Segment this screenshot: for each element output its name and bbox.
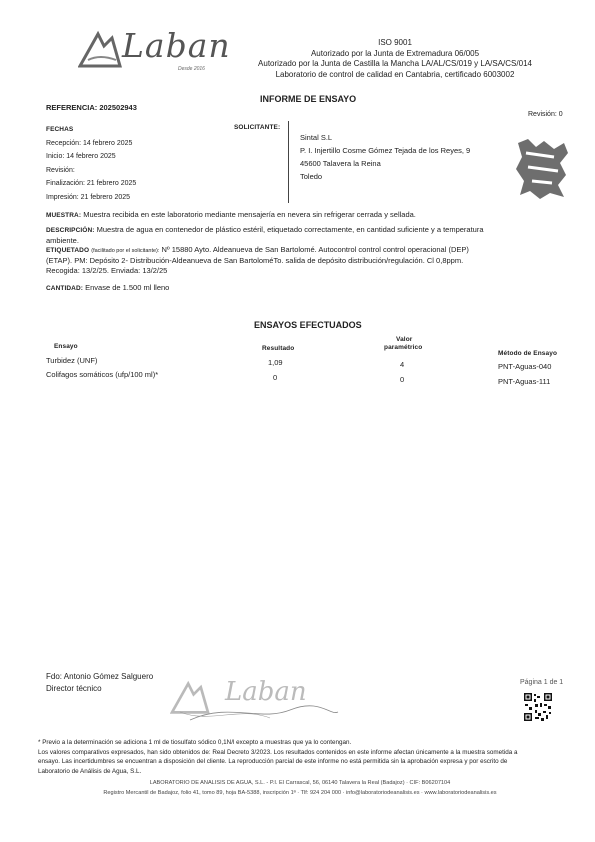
signature-scribble-icon [170,672,340,732]
dates-label: FECHAS [46,126,74,133]
quantity-label: CANTIDAD: [46,285,84,292]
sample-line [46,210,566,219]
description-text-1: Muestra de agua en contenedor de plástico estéril, etiquetado correctamente, en cantidad suficiente y a temperatura [96,225,484,234]
header-test: Ensayo [54,343,78,350]
label-text-1: Nº 15880 Ayto. Aldeanueva de San Bartolomé. Autocontrol control control operacional (DEP) [161,245,469,254]
logo [78,24,231,76]
description-label: DESCRIPCIÓN: [46,227,95,234]
test-result: 0 [273,373,278,382]
table-row [46,370,576,386]
test-method: PNT-Aguas-111 [498,377,551,386]
label-block [46,245,576,276]
footnotes [38,738,578,776]
description-block [46,225,571,245]
accreditation-line: Laboratorio de control de calidad en Cantabria, certificado 6003002 [275,69,515,79]
date-start: Inicio: 14 febrero 2025 [46,153,116,160]
revision-label: Revisión: 0 [528,111,563,118]
page-number: Página 1 de 1 [520,679,564,686]
test-parametric: 0 [400,375,405,384]
accreditation-line: Autorizado por la Junta de Extremadura 06/005 [310,48,480,58]
dates-block [46,123,136,204]
table-row [46,356,576,371]
applicant-label: SOLICITANTE: [234,124,281,131]
accreditation-line: Autorizado por la Junta de Castilla la Mancha LA/AL/CS/019 y LA/SA/CS/014 [258,59,532,68]
signatory-name: Fdo: Antonio Gómez Salguero [46,672,154,681]
logo-since: Desde 2016 [178,66,205,72]
applicant-name: Sintal S.L [300,133,333,142]
tests-title: ENSAYOS EFECTUADOS [254,320,362,330]
description-text-2: ambiente. [46,235,79,245]
logo-name: Laban [122,26,231,65]
label-sub: (facilitado por el solicitante): [91,248,160,254]
qr-code-icon [523,692,553,722]
quantity-text: Envase de 1.500 ml lleno [85,283,170,292]
date-revision: Revisión: [46,166,75,174]
applicant-block [300,131,470,183]
signatory-role: Director técnico [46,684,102,693]
stamp-graphic-icon [514,137,570,201]
report-title: INFORME DE ENSAYO [260,94,357,104]
sample-text: Muestra recibida en este laboratorio mediante mensajería en nevera sin refrigerar cerrada y sellada. [83,210,416,219]
header-result: Resultado [262,345,295,352]
footnote-1: * Previo a la determinación se adiciona 1 ml de tiosulfato sódico 0,1N/l excepto a muestras que ya lo contengan. [38,739,352,746]
applicant-box-border [288,121,289,203]
header-parametric-2: paramétrico [384,344,423,351]
applicant-postal: 45600 Talavera la Reina [300,159,381,168]
footnote-4: Laboratorio de Análisis de Agua, S.L. [38,767,142,775]
footer-line-2: Registro Mercantil de Badajoz, folio 41, tomo 89, hoja BA-5388, inscripción 1ª · Tlf: 924 204 000 · info@laboratoriodeanalisis.es · www.laboratoriodeanalisis.es [103,790,497,796]
footnote-2: Los valores comparativos expresados, han sido obtenidos de: Real Decreto 3/2023. Los resultados contenidos en este informe afectan únicamente a la muestra sometida a [38,748,518,756]
test-name: Turbidez (UNF) [46,356,98,365]
label-label: ETIQUETADO [46,247,90,254]
footnote-3: ensayo. Las incertidumbres se encuentran a disposición del cliente. La reproducción parcial de este informe no está permitida sin la aprobación expresa y por escrito de [38,758,508,765]
reference-number: REFERENCIA: 202502943 [46,103,137,112]
test-parametric: 4 [400,360,405,369]
test-method: PNT-Aguas-040 [498,362,552,371]
header-method: Método de Ensayo [498,350,558,357]
applicant-address: P. I. Injertillo Cosme Gómez Tejada de los Reyes, 9 [300,146,471,155]
header-accreditations [230,38,560,80]
date-print: Impresión: 21 febrero 2025 [46,193,131,201]
label-text-2: (ETAP). PM: Depósito 2- Distribución-Aldeanueva de San BartoloméTo. salida de depósito distribución/regulación. Cl 0,8ppm. [46,256,464,265]
footer-line-1: LABORATORIO DE ANALISIS DE AGUA, S.L. - P.I. El Carrascal, 56, 06140 Talavera la Real (Badajoz) · CIF: B06207104 [149,780,451,786]
quantity-line [46,283,169,292]
company-footer [30,778,570,798]
logo-mountain-icon [78,30,122,70]
header-parametric-1: Valor [396,336,413,343]
sample-label: MUESTRA: [46,212,82,219]
svg-text:Laban: Laban [225,677,307,707]
date-finalization: Finalización: 21 febrero 2025 [46,180,137,187]
iso-label: ISO 9001 [378,38,412,47]
date-reception: Recepción: 14 febrero 2025 [46,139,133,147]
label-text-3: Recogida: 13/2/25. Enviada: 13/2/25 [46,266,168,275]
applicant-city: Toledo [300,172,323,181]
test-name: Colifagos somáticos (ufp/100 ml)* [46,370,159,379]
signature-stamp [170,672,340,732]
test-result: 1,09 [268,358,283,367]
